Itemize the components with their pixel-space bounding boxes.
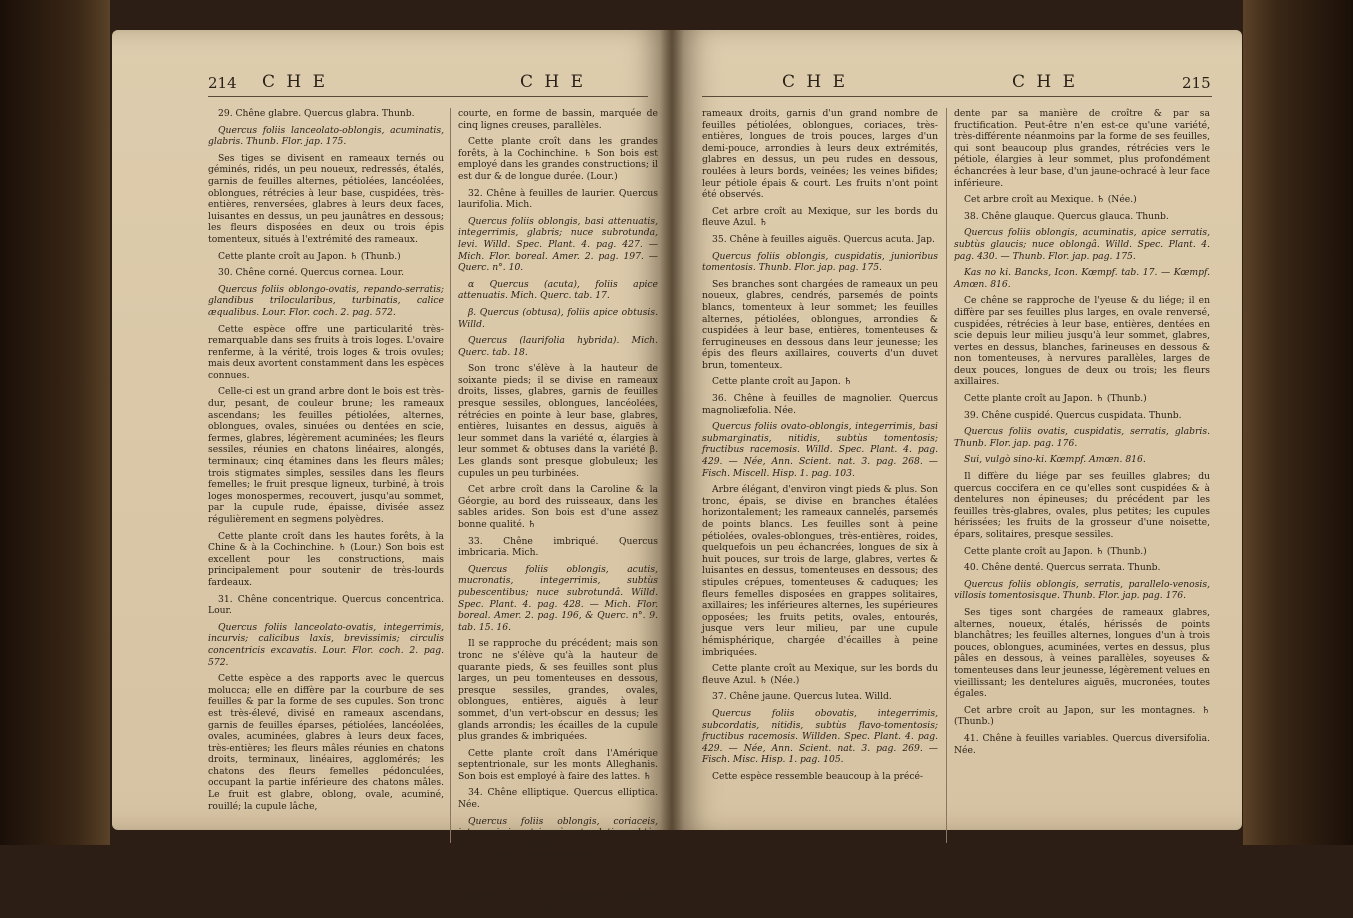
entry-block: Quercus foliis ovatis, cuspidatis, serratis, glabris. Thunb. Flor. jap. pag. 176.: [954, 426, 1210, 449]
entry-block: Cette plante croît au Japon. ♄ (Thunb.): [218, 250, 401, 262]
entry-block: β. Quercus (obtusa), foliis apice obtusis. Willd.: [458, 306, 658, 330]
entry-block: 29. Chêne glabre. Quercus glabra. Thunb.: [218, 108, 415, 119]
entry-block: Celle-ci est un grand arbre dont le bois est très-dur, pesant, de couleur brune; les rameaux ascendans; les feuilles pétiolées, alternes, oblongues, ovales, sinuées ou dentées en scie, fermes, glabres, légèrement acuminées; les fleurs sessiles, réunies en chatons linéaires, alongés, terminaux; cinq étamines dans les fleurs mâles; trois stigmates simples, sessiles dans les fleurs femelles; le fruit presque ligneux, turbiné, à trois loges monospermes, recouvert, jusqu'au sommet, par la cupule rude, épaisse, divisée assez régulièrement en segmens polyèdres.: [208, 386, 444, 525]
entry-block: 37. Chêne jaune. Quercus lutea. Willd.: [712, 691, 892, 703]
entry-block: Cette plante croît dans les grandes forêts, à la Cochinchine. ♄ Son bois est employé dans les grandes constructions; il est dur & de longue durée. (Lour.): [458, 136, 658, 182]
book-edge-right: [1243, 0, 1353, 845]
header-rule-right: [702, 96, 1212, 97]
page-number-right: 215: [1182, 74, 1211, 92]
entry-block: Quercus (laurifolia hybrida). Mich. Querc. tab. 18.: [458, 335, 658, 358]
entry-block: Kas no ki. Bancks, Icon. Kœmpf. tab. 17. — Kœmpf. Amœn. 816.: [954, 267, 1210, 290]
right-column-2: [954, 108, 1210, 761]
entry-block: Cette espèce offre une particularité très-remarquable dans ses fruits à trois loges. L'ovaire renferme, à la vérité, trois loges & trois ovules; mais deux avortent constamment dans les espèces connues.: [208, 323, 444, 381]
entry-block: Quercus foliis lanceolato-ovatis, integerrimis, incurvis; calicibus laxis, brevissimis; circulis concentricis excavatis. Lour. Flor. coch. 2. pag. 572.: [208, 621, 444, 668]
entry-block: Quercus foliis oblongis, basi attenuatis, integerrimis, glabris; nuce subrotunda, levi. Willd. Spec. Plant. 4. pag. 427. — Mich. Flor. boreal. Amer. 2. pag. 197. — Querc. n°. 10.: [458, 215, 658, 274]
entry-block: Ce chêne se rapproche de l'yeuse & du liége; il en diffère par ses feuilles plus larges, en ovale renversé, cuspidées, rétrécies à leur base, entières, dentées en scie depuis leur milieu jusqu'à leur sommet, glabres, vertes en dessus, blanches, farineuses en dessous & non tomenteuses, à nervures parallèles, larges de deux pouces, longues de deux ou trois; les fleurs axillaires.: [954, 295, 1210, 388]
entry-block: Son tronc s'élève à la hauteur de soixante pieds; il se divise en rameaux droits, lisses, glabres, garnis de feuilles presque sessiles, oblongues, lancéolées, rétrécies en pointe à leur base, glabres, entières, luisantes en dessus, aiguës à leur sommet dans la variété α, élargies à leur sommet & obtuses dans la variété β. Les glands sont presque globuleux; les cupules un peu turbinées.: [458, 363, 658, 479]
entry-block: courte, en forme de bassin, marquée de cinq lignes creuses, parallèles.: [458, 108, 658, 131]
entry-block: Cette espèce ressemble beaucoup à la précé-: [712, 770, 924, 782]
entry-block: Cet arbre croît au Japon, sur les montagnes. ♄ (Thunb.): [954, 704, 1210, 728]
entry-block: 32. Chêne à feuilles de laurier. Quercus laurifolia. Mich.: [458, 187, 658, 211]
entry-block: Ses tiges se divisent en rameaux ternés ou géminés, ridés, un peu noueux, redressés, étalés, garnis de feuilles alternes, pétiolées, lancéolées, oblongues, rétrécies à leur base, cuspidées, très-entières, renversées, glabres à leurs deux faces, luisantes en dessus, un peu jaunâtres en dessous; les fleurs disposées en deux ou trois épis tomenteux, situés à l'extrémité des rameaux.: [208, 152, 444, 245]
running-head-right-1: C H E: [782, 72, 849, 92]
entry-block: Quercus foliis obovatis, integerrimis, subcordatis, nitidis, subtùs flavo-tomentosis; fructibus racemosis. Willden. Spec. Plant. 4. pag. 429. — Née, Ann. Scient. nat. 3. pag. 269. — Fisch. Misc. Hisp. 1. pag. 105.: [702, 707, 938, 766]
entry-block: 34. Chêne elliptique. Quercus elliptica. Née.: [458, 787, 658, 811]
entry-block: Ses tiges sont chargées de rameaux glabres, alternes, noueux, étalés, hérissés de points blanchâtres; les feuilles alternes, longues d'un à trois pouces, oblongues, acuminées, vertes en dessus, plus pâles en dessous, à veines parallèles, soyeuses & tomenteuses dans leur jeunesse, légèrement velues en vieillissant; les dentelures aiguës, mucronées, toutes égales.: [954, 606, 1210, 700]
entry-block: Cette plante croît au Japon. ♄ (Thunb.): [964, 393, 1147, 405]
entry-block: Quercus foliis oblongis, acuminatis, apice serratis, subtùs glaucis; nuce oblongâ. Willd. Spec. Plant. 4. pag. 430. — Thunb. Flor. jap. pag. 175.: [954, 227, 1210, 262]
entry-block: 31. Chêne concentrique. Quercus concentrica. Lour.: [208, 593, 444, 617]
entry-block: dente par sa manière de croître & par sa fructification. Peut-être n'en est-ce qu'une variété, très-différente néanmoins par la forme de ses feuilles, qui sont beaucoup plus grandes, rétrécies vers le pétiole, élargies à leur sommet, plus profondément échancrées à leur base, d'un jaune-ochracé à leur face inférieure.: [954, 108, 1210, 189]
entry-block: 30. Chêne corné. Quercus cornea. Lour.: [218, 267, 405, 279]
entry-block: 40. Chêne denté. Quercus serrata. Thunb.: [964, 562, 1161, 574]
column-divider-right: [946, 108, 947, 843]
page-number-left: 214: [208, 74, 237, 92]
left-column-2: [458, 108, 658, 918]
running-head-right-2: C H E: [1012, 72, 1079, 92]
entry-block: Cette plante croît au Japon. ♄ (Thunb.): [964, 545, 1147, 557]
column-divider-left: [450, 108, 451, 843]
book-edge-left: [0, 0, 110, 845]
entry-block: 33. Chêne imbriqué. Quercus imbricaria. Mich.: [458, 535, 658, 559]
running-head-left-2: C H E: [520, 72, 587, 92]
entry-block: Quercus foliis oblongis, coriaceis, integerrimis, utrinquè rotundatis, subtùs scabriusculis. Willd. Spec. Plant. 4. pag. 428. — Née, Ann. Scient. nat. 3. pag. 278. — Fisch. Miscell. Hisp. 1. pag. 117.: [458, 815, 658, 874]
entry-block: 41. Chêne à feuilles variables. Quercus diversifolia. Née.: [954, 732, 1210, 756]
right-page: [672, 30, 1242, 830]
entry-block: rameaux droits, garnis d'un grand nombre de feuilles pétiolées, oblongues, coriaces, très-entières, longues de trois pouces, larges d'un demi-pouce, arrondies à leurs deux extrémités, glabres en dessus, un peu rudes en dessous, roulées à leurs bords, veinées; les veines bifides; leur pétiole épais & court. Les fruits n'ont point été observés.: [702, 108, 938, 201]
entry-block: Cette espèce a des rapports avec le quercus molucca; elle en diffère par la courbure de ses feuilles & par la forme de ses cupules. Son tronc est très-élevé, divisé en rameaux ascendans, garnis de feuilles éparses, pétiolées, lancéolées, ovales, acuminées, glabres à leurs deux faces, très-entières; les fleurs mâles réunies en chatons droits, terminaux, linéaires, agglomérés; les chatons des fleurs femelles pédonculées, occupant la partie inférieure des chatons mâles. Le fruit est glabre, oblong, ovale, acuminé, rouillé; la cupule lâche,: [208, 673, 444, 812]
entry-block: Quercus foliis ovato-oblongis, integerrimis, basi submarginatis, nitidis, subtùs tomentosis; fructibus racemosis. Willd. Spec. Plant. 4. pag. 429. — Née, Ann. Scient. nat. 3. pag. 268. — Fisch. Miscell. Hisp. 1. pag. 103.: [702, 421, 938, 479]
entry-block: Il se rapproche du précédent; mais son tronc ne s'élève qu'à la hauteur de quarante pieds, & ses feuilles sont plus larges, un peu tomenteuses en dessous, presque sessiles, grandes, ovales, oblongues, entières, aiguës à leur sommet, d'un vert-obscur en dessus; les glands arrondis; les écailles de la cupule plus grandes & imbriquées.: [458, 638, 658, 743]
book-gutter: [660, 30, 684, 830]
entry-block: Quercus foliis oblongis, cuspidatis, junioribus tomentosis. Thunb. Flor. jap. pag. 175.: [702, 250, 938, 274]
entry-block: Quercus foliis oblongo-ovatis, repando-serratis; glandibus trilocularibus, turbinatis, calice æqualibus. Lour. Flor. coch. 2. pag. 572.: [208, 283, 444, 318]
right-column-1: [702, 108, 938, 787]
entry-block: Il diffère du liége par ses feuilles glabres; du quercus coccifera en ce qu'elles sont cuspidées & à dentelures non épineuses; du précédent par les feuilles très-glabres, ovales, plus petites; les cupules hérissées; les fruits de la grosseur d'une noisette, épars, solitaires, presque sessiles.: [954, 471, 1210, 540]
entry-block: Cette plante croît dans les hautes forêts, à la Chine & à la Cochinchine. ♄ (Lour.) Son bois est excellent pour les constructions, mais principalement pour soutenir de très-lourds fardeaux.: [208, 530, 444, 588]
entry-block: 36. Chêne à feuilles de magnolier. Quercus magnoliæfolia. Née.: [702, 393, 938, 416]
entry-block: Ses branches sont chargées de rameaux un peu noueux, glabres, cendrés, parsemés de points blancs, tomenteux à leur sommet; les feuilles alternes, pétiolées, oblongues, arrondies & cuspidées à leur base, entières, tomenteuses & ferrugineuses en dessous dans leur jeunesse; les épis des fleurs axillaires, couverts d'un duvet brun, tomenteux.: [702, 278, 938, 371]
entry-block: 35. Chêne à feuilles aiguës. Quercus acuta. Jap.: [712, 233, 935, 245]
entry-block: 39. Chêne cuspidé. Quercus cuspidata. Thunb.: [964, 409, 1182, 421]
entry-block: Cet arbre croît au Mexique. ♄ (Née.): [964, 194, 1137, 206]
entry-block: Cet arbre croît dans la Caroline & la Géorgie, au bord des ruisseaux, dans les sables arides. Son bois est d'une assez bonne qualité. ♄: [458, 484, 658, 530]
entry-block: 38. Chêne glauque. Quercus glauca. Thunb.: [964, 210, 1169, 222]
entry-block: α Quercus (acuta), foliis apice attenuatis. Mich. Querc. tab. 17.: [458, 278, 658, 302]
entry-block: Quercus foliis lanceolato-oblongis, acuminatis, glabris. Thunb. Flor. jap. 175.: [208, 124, 444, 148]
entry-block: Cet arbre croît au Mexique, sur les bords du fleuve Azul. ♄: [702, 205, 938, 229]
entry-block: Sui, vulgò sino-ki. Kœmpf. Amœn. 816.: [964, 454, 1146, 466]
entry-block: Arbre élégant, d'environ vingt pieds & plus. Son tronc, épais, se divise en branches étalées horizontalement; les rameaux cannelés, parsemés de points blancs. Les feuilles sont à peine pétiolées, ovales-oblongues, très-entières, roides, quelquefois un peu échancrées, longues de six à huit pouces, sur trois de large, glabres, vertes & luisantes en dessus, tomenteuses en dessous; des stipules crépues, tomenteuses & caduques; les fleurs femelles disposées en grappes solitaires, axillaires; les inférieures alternes, les supérieures opposées; les fruits petits, ovales, entourés, jusque vers leur milieu, par une cupule hémisphérique, chargée d'écailles à peine imbriquées.: [702, 484, 938, 658]
left-column-1: [208, 108, 444, 817]
entry-block: Quercus foliis oblongis, acutis, mucronatis, integerrimis, subtùs pubescentibus; nuce subrotundâ. Willd. Spec. Plant. 4. pag. 428. — Mich. Flor. boreal. Amer. 2. pag. 196, & Querc. n°. 9. tab. 15. 16.: [458, 563, 658, 633]
running-head-left-1: C H E: [262, 72, 329, 92]
header-rule-left: [208, 96, 648, 97]
entry-block: Cette plante croît au Mexique, sur les bords du fleuve Azul. ♄ (Née.): [702, 663, 938, 686]
entry-block: Cette plante croît au Japon. ♄: [712, 376, 852, 388]
entry-block: Son tronc est épais, revêtu d'une écorce cendrée; ses branches étalées horizontalement; ses: [458, 878, 658, 913]
entry-block: Quercus foliis oblongis, serratis, parallelo-venosis, villosis tomentosisque. Thunb. Flor. jap. pag. 176.: [954, 578, 1210, 602]
entry-block: Cette plante croît dans l'Amérique septentrionale, sur les monts Alleghanis. Son bois est employé à faire des lattes. ♄: [458, 747, 658, 782]
left-page: [112, 30, 672, 913]
